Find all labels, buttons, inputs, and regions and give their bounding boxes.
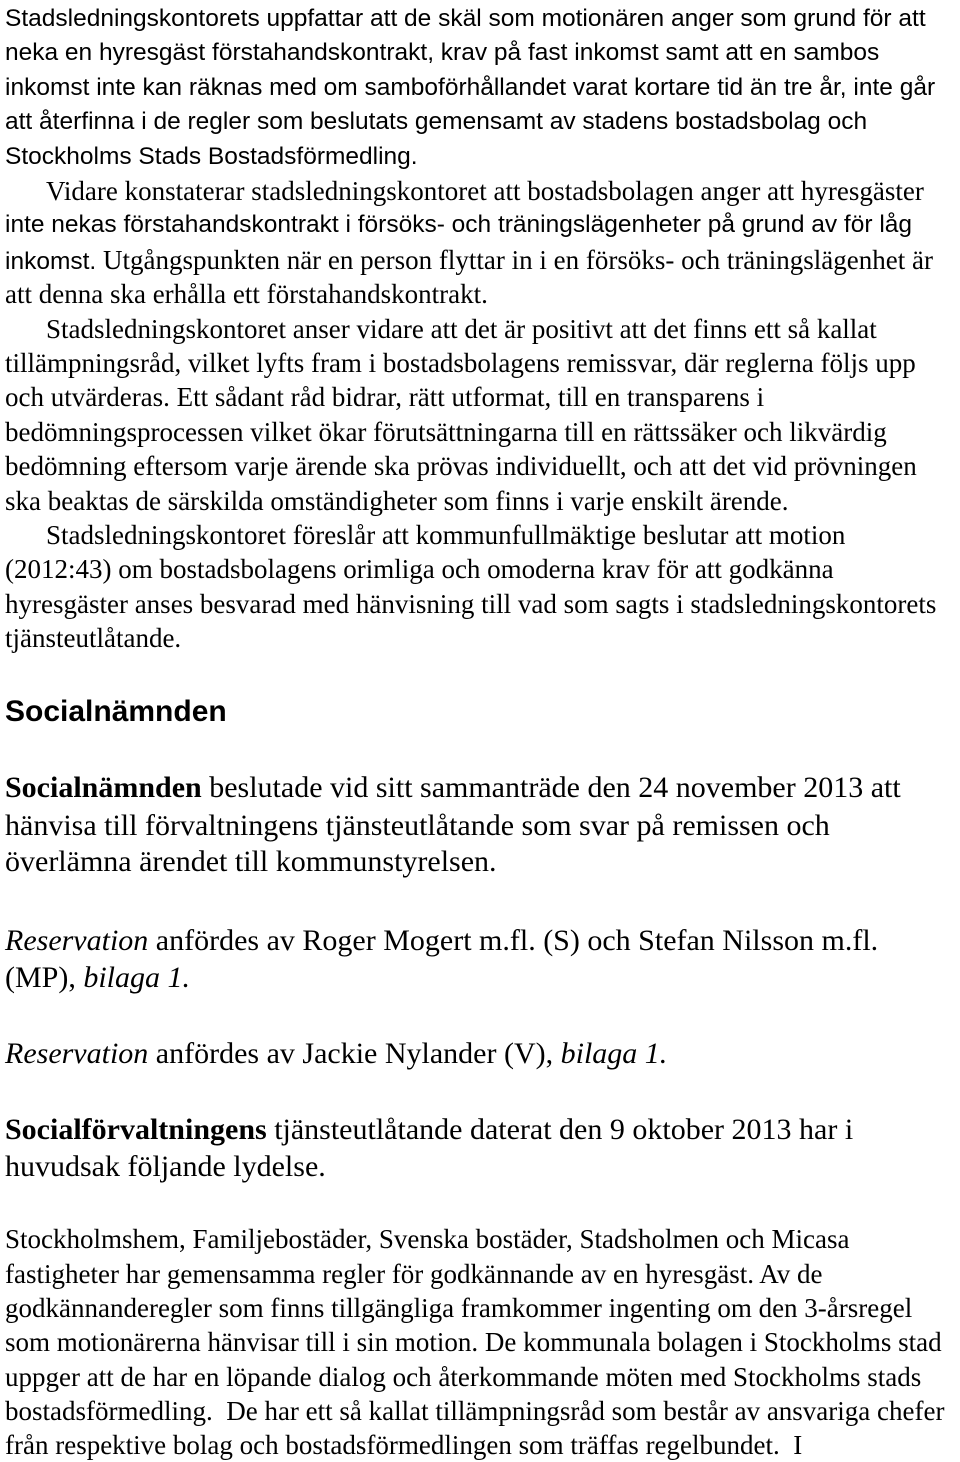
text-segment: tjänsteutlåtande daterat den 9 oktober 2013 har i (274, 1113, 854, 1146)
excerpt-line: Stockholmshem, Familjebostäder, Svenska bostäder, Stadsholmen och Micasa (5, 1224, 850, 1254)
text-segment: Utgångspunkten när en person flyttar in i en försöks- och träningslägenhet är (102, 245, 933, 275)
body-text-line: inte nekas förstahandskontrakt i försöks- och träningslägenheter på grund av för låg (5, 211, 913, 238)
statement-line: huvudsak följande lydelse. (5, 1150, 326, 1183)
body-text-line: att återfinna i de regler som beslutats gemensamt av stadens bostadsbolag och (5, 108, 868, 135)
body-text-line: Stadsledningskontorets uppfattar att de skäl som motionären anger som grund för att (5, 5, 926, 32)
reservation-line (5, 1036, 667, 1072)
decision-line: överlämna ärendet till kommunstyrelsen. (5, 845, 497, 878)
decision-subject: Socialnämnden (5, 771, 202, 804)
body-text-line: (2012:43) om bostadsbolagens orimliga och omoderna krav för att godkänna (5, 554, 834, 584)
reservation-label: Reservation (5, 924, 149, 957)
text-segment: beslutade vid sitt sammanträde den 24 november 2013 att (209, 771, 901, 804)
excerpt-line: bostadsförmedling. De har ett så kallat tillämpningsråd som består av ansvariga chefer (5, 1396, 945, 1426)
body-text-line: bedömningsprocessen vilket ökar förutsättningarna till en rättssäker och likvärdig (5, 417, 887, 447)
statement-subject: Socialförvaltningens (5, 1113, 267, 1146)
body-text-line: Stadsledningskontoret föreslår att kommunfullmäktige beslutar att motion (46, 520, 846, 550)
reservation-line (5, 923, 878, 959)
text-segment: inkomst. (5, 248, 97, 275)
body-text-line: tjänsteutlåtande. (5, 623, 182, 653)
excerpt-line: fastigheter har gemensamma regler för godkännande av en hyresgäst. Av de (5, 1259, 823, 1289)
excerpt-line: uppger att de har en löpande dialog och återkommande möten med Stockholms stads (5, 1362, 922, 1392)
body-text-line: neka en hyresgäst förstahandskontrakt, krav på fast inkomst samt att en sambos (5, 39, 880, 66)
body-text-line (5, 245, 933, 275)
body-text-line: tillämpningsråd, vilket lyfts fram i bostadsbolagens remissvar, där reglerna följs upp (5, 348, 916, 378)
text-segment: (MP), (5, 961, 76, 994)
text-segment: anfördes av Roger Mogert m.fl. (S) och Stefan Nilsson m.fl. (155, 924, 879, 957)
statement-line (5, 1112, 853, 1148)
body-text-line: Stadsledningskontoret anser vidare att det är positivt att det finns ett så kallat (46, 314, 877, 344)
excerpt-line: från respektive bolag och bostadsförmedlingen som träffas regelbundet. I (5, 1430, 803, 1460)
excerpt-line: godkännanderegler som finns tillgängliga framkommer ingenting om den 3-årsregel (5, 1293, 913, 1323)
attachment-reference: bilaga 1. (560, 1037, 668, 1070)
excerpt-line: som motionärerna hänvisar till i sin motion. De kommunala bolagen i Stockholms stad (5, 1327, 942, 1357)
attachment-reference: bilaga 1. (83, 961, 191, 994)
body-text-line: Vidare konstaterar stadsledningskontoret att bostadsbolagen anger att hyresgäster (46, 176, 924, 206)
body-text-line: bedömning eftersom varje ärende ska prövas individuellt, och att det vid prövningen (5, 451, 917, 481)
body-text-line: Stockholms Stads Bostadsförmedling. (5, 143, 418, 170)
reservation-label: Reservation (5, 1037, 149, 1070)
body-text-line: att denna ska erhålla ett förstahandskontrakt. (5, 279, 488, 309)
decision-line: hänvisa till förvaltningens tjänsteutlåtande som svar på remissen och (5, 809, 830, 842)
decision-line (5, 770, 901, 806)
body-text-line: hyresgäster anses besvarad med hänvisning till vad som sagts i stadsledningskontorets (5, 589, 937, 619)
text-segment: anfördes av Jackie Nylander (V), (155, 1037, 554, 1070)
body-text-line: inkomst inte kan räknas med om samboförhållandet varat kortare tid än tre år, inte går (5, 74, 936, 101)
reservation-line (5, 960, 190, 996)
section-heading: Socialnämnden (5, 695, 227, 728)
body-text-line: ska beaktas de särskilda omständigheter som finns i varje enskilt ärende. (5, 486, 789, 516)
body-text-line: och utvärderas. Ett sådant råd bidrar, rätt utformat, till en transparens i (5, 382, 765, 412)
